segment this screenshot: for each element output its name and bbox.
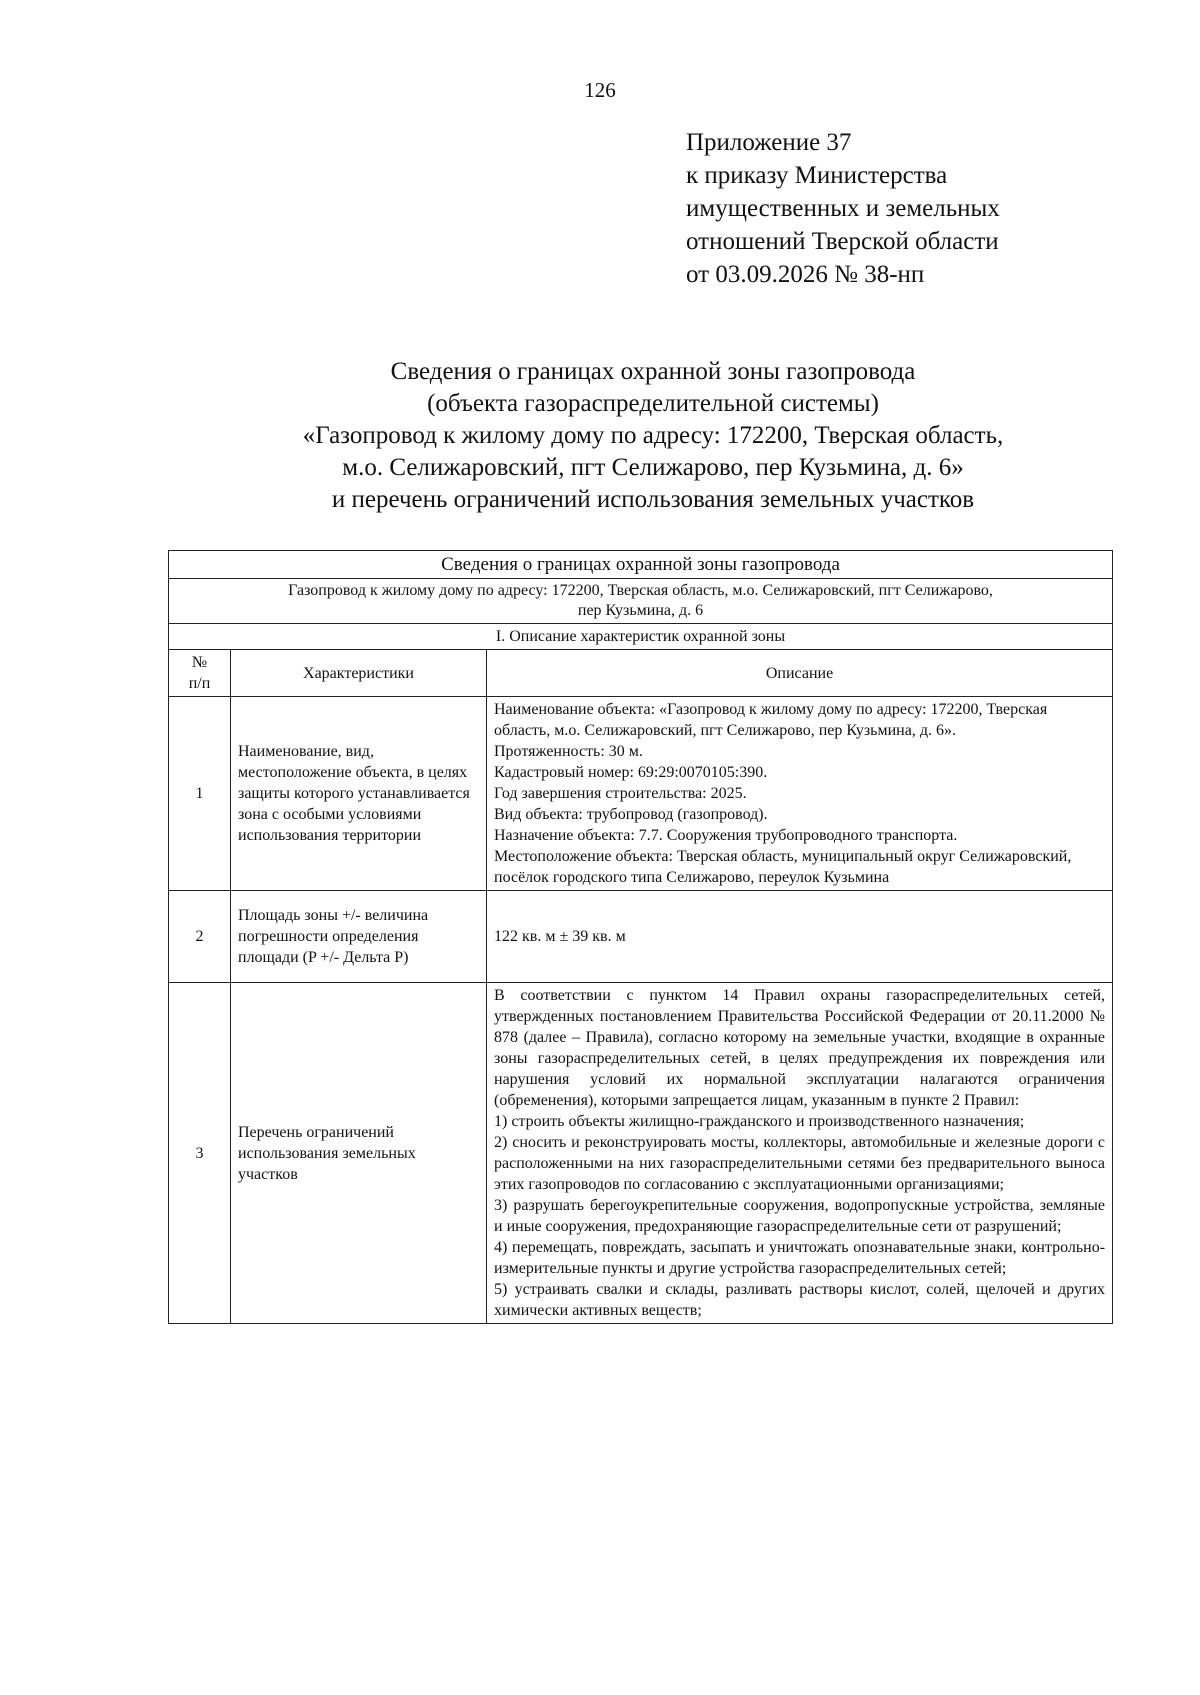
- description-paragraph: 5) устраивать свалки и склады, разливать растворы кислот, солей, щелочей и других химически активных веществ;: [494, 1281, 1106, 1319]
- description-paragraph: Наименование объекта: «Газопровод к жилому дому по адресу: 172200, Тверская область, м.о. Селижаровский, пгт Селижарово, пер Кузьмина, д. 6».: [494, 701, 1048, 739]
- column-header-number-line: п/п: [188, 675, 211, 692]
- object-line: Газопровод к жилому дому по адресу: 172200, Тверская область, м.о. Селижаровский, пгт Селижарово,: [288, 582, 993, 599]
- title-line: Сведения о границах охранной зоны газопровода: [390, 358, 916, 385]
- description-paragraph: Кадастровый номер: 69:29:0070105:390.: [494, 764, 768, 781]
- description-paragraph: Год завершения строительства: 2025.: [494, 785, 747, 802]
- row-characteristic: Наименование, вид, местоположение объекта, в целях защиты которого устанавливается зона с особыми условиями использования территории: [231, 697, 487, 891]
- appendix-line: имущественных и земельных: [686, 195, 1000, 222]
- description-paragraph: 3) разрушать берегоукрепительные сооружения, водопропускные устройства, земляные и иные сооружения, предохраняющие газораспределительные сети от разрушений;: [494, 1197, 1106, 1235]
- column-header-characteristics: Характеристики: [231, 650, 487, 697]
- title-line: и перечень ограничений использования земельных участков: [331, 486, 975, 513]
- document-title: [160, 356, 1146, 516]
- row-characteristic: Площадь зоны +/- величина погрешности определения площади (P +/- Дельта P): [231, 891, 487, 983]
- description-paragraph: Протяженность: 30 м.: [494, 743, 643, 760]
- row-characteristic: Перечень ограничений использования земельных участков: [231, 983, 487, 1324]
- row-description: [487, 697, 1113, 891]
- zone-table: [168, 550, 1113, 1324]
- title-line: (объекта газораспределительной системы): [427, 390, 879, 417]
- appendix-line: к приказу Министерства: [686, 162, 948, 189]
- table-heading: Сведения о границах охранной зоны газопровода: [169, 551, 1113, 579]
- table-row: [169, 983, 1113, 1324]
- row-description: [487, 983, 1113, 1324]
- column-header-number-line: №: [191, 654, 208, 671]
- object-line: пер Кузьмина, д. 6: [577, 602, 704, 619]
- description-paragraph: 1) строить объекты жилищно-гражданского и производственного назначения;: [494, 1113, 1025, 1130]
- appendix-line: отношений Тверской области: [686, 228, 999, 255]
- table-object-name: [169, 579, 1113, 624]
- row-number: 1: [169, 697, 231, 891]
- description-paragraph: В соответствии с пунктом 14 Правил охраны газораспределительных сетей, утвержденных постановлением Правительства Российской Федерации от 20.11.2000 № 878 (далее – Правила), согласно которому на земельные участки, входящие в охранные зоны газораспределительных сетей, в целях предупреждения их повреждения или нарушения условий их нормальной эксплуатации налагаются ограничения (обременения), которыми запрещается лицам, указанным в пункте 2 Правил:: [494, 987, 1106, 1109]
- title-line: «Газопровод к жилому дому по адресу: 172200, Тверская область,: [302, 422, 1004, 449]
- appendix-block: [686, 126, 1000, 291]
- appendix-line: от 03.09.2026 № 38-нп: [686, 261, 925, 288]
- table-heading-row: [169, 551, 1113, 579]
- description-paragraph: Назначение объекта: 7.7. Сооружения трубопроводного транспорта.: [494, 827, 958, 844]
- row-description: [487, 891, 1113, 983]
- title-line: м.о. Селижаровский, пгт Селижарово, пер Кузьмина, д. 6»: [342, 454, 964, 481]
- description-paragraph: 4) перемещать, повреждать, засыпать и уничтожать опознавательные знаки, контрольно-измерительные пункты и другие устройства газораспределительных сетей;: [494, 1239, 1106, 1277]
- table-column-headers: [169, 650, 1113, 697]
- description-paragraph: 122 кв. м ± 39 кв. м: [494, 928, 626, 945]
- column-header-description: Описание: [487, 650, 1113, 697]
- table-row: [169, 697, 1113, 891]
- appendix-line: Приложение 37: [686, 129, 852, 156]
- table-section-row: [169, 624, 1113, 650]
- description-paragraph: Местоположение объекта: Тверская область, муниципальный округ Селижаровский, посёлок городского типа Селижарово, переулок Кузьмина: [494, 848, 1072, 886]
- description-paragraph: Вид объекта: трубопровод (газопровод).: [494, 806, 768, 823]
- column-header-number: [169, 650, 231, 697]
- row-number: 2: [169, 891, 231, 983]
- table-object-row: [169, 579, 1113, 624]
- table-section-title: I. Описание характеристик охранной зоны: [169, 624, 1113, 650]
- row-number: 3: [169, 983, 231, 1324]
- page-number: 126: [584, 78, 616, 102]
- description-paragraph: 2) сносить и реконструировать мосты, коллекторы, автомобильные и железные дороги с расположенными на них газораспределительными сетями без предварительного выноса этих газопроводов по согласованию с эксплуатационными организациями;: [494, 1134, 1106, 1193]
- table-row: [169, 891, 1113, 983]
